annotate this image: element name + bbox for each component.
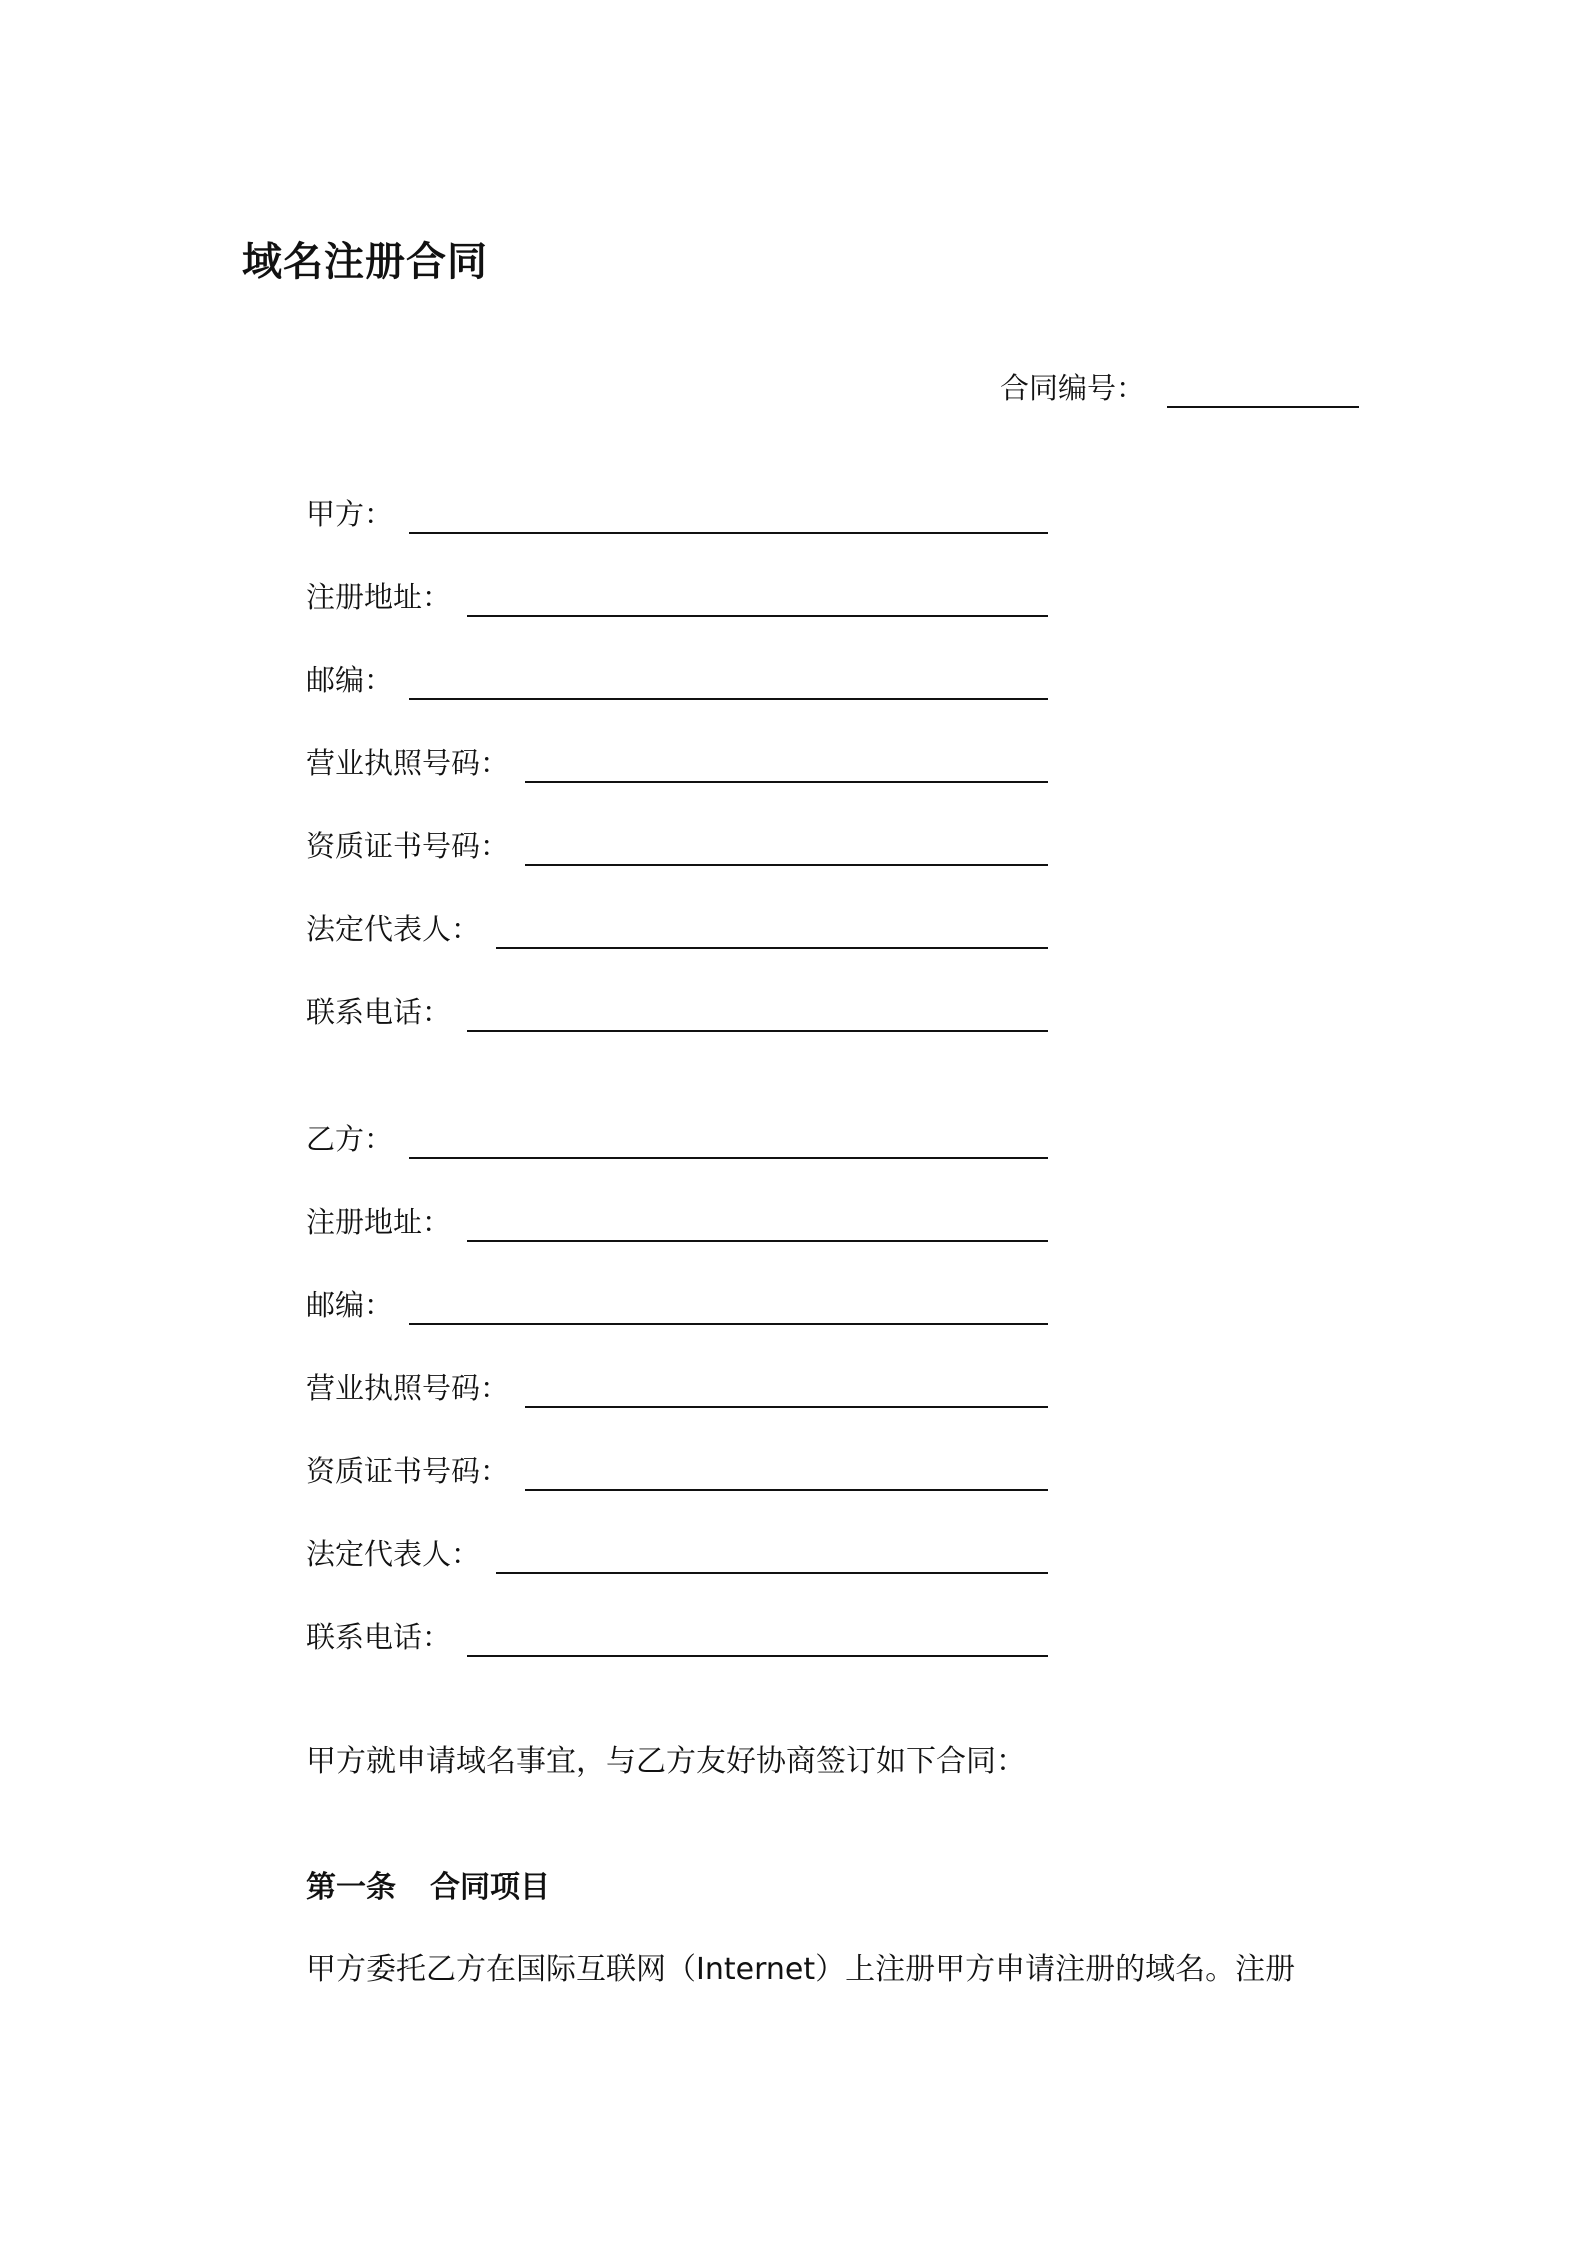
party-a-address-blank[interactable] <box>467 615 1048 617</box>
party-a-phone-blank[interactable] <box>467 1030 1048 1032</box>
contract-number-label: 合同编号： <box>1000 371 1146 405</box>
document-title: 域名注册合同 <box>242 239 488 285</box>
party-b-representative-blank[interactable] <box>496 1572 1048 1574</box>
article-1-body: 甲方委托乙方在国际互联网（Internet）上注册甲方申请注册的域名。注册 <box>306 1952 1296 1987</box>
party-b-postcode-label: 邮编： <box>306 1288 394 1322</box>
party-b-address-label: 注册地址： <box>306 1205 452 1239</box>
party-b-name-label: 乙方： <box>306 1122 394 1156</box>
party-b-license-blank[interactable] <box>525 1406 1048 1408</box>
party-b-postcode-field <box>306 1283 1048 1327</box>
party-b-certificate-label: 资质证书号码： <box>306 1454 510 1488</box>
party-b-address-field <box>306 1200 1048 1244</box>
party-b-address-blank[interactable] <box>467 1240 1048 1242</box>
article-1-heading <box>306 1866 550 1910</box>
party-b-license-label: 营业执照号码： <box>306 1371 510 1405</box>
party-a-certificate-field <box>306 824 1048 868</box>
party-b-certificate-blank[interactable] <box>525 1489 1048 1491</box>
party-a-postcode-blank[interactable] <box>409 698 1048 700</box>
party-b-license-field <box>306 1366 1048 1410</box>
party-a-license-label: 营业执照号码： <box>306 746 510 780</box>
party-a-certificate-blank[interactable] <box>525 864 1048 866</box>
party-a-representative-label: 法定代表人： <box>306 912 481 946</box>
party-a-name-label: 甲方： <box>306 497 394 531</box>
contract-number-blank[interactable] <box>1167 406 1359 408</box>
party-a-phone-field <box>306 990 1048 1034</box>
party-b-postcode-blank[interactable] <box>409 1323 1048 1325</box>
party-a-license-blank[interactable] <box>525 781 1048 783</box>
party-b-certificate-field <box>306 1449 1048 1493</box>
party-b-phone-blank[interactable] <box>467 1655 1048 1657</box>
party-a-postcode-field <box>306 658 1048 702</box>
intro-paragraph: 甲方就申请域名事宜，与乙方友好协商签订如下合同： <box>306 1744 1026 1779</box>
party-a-address-label: 注册地址： <box>306 580 452 614</box>
article-1-number: 第一条 <box>306 1870 396 1905</box>
party-b-phone-label: 联系电话： <box>306 1620 452 1654</box>
party-b-phone-field <box>306 1615 1048 1659</box>
party-b-name-blank[interactable] <box>409 1157 1048 1159</box>
contract-number-field <box>1000 366 1359 410</box>
party-a-postcode-label: 邮编： <box>306 663 394 697</box>
party-a-address-field <box>306 575 1048 619</box>
party-b-representative-label: 法定代表人： <box>306 1537 481 1571</box>
party-b-name-field <box>306 1117 1048 1161</box>
party-a-representative-blank[interactable] <box>496 947 1048 949</box>
party-a-certificate-label: 资质证书号码： <box>306 829 510 863</box>
article-1-title: 合同项目 <box>430 1870 550 1905</box>
party-a-license-field <box>306 741 1048 785</box>
party-a-name-blank[interactable] <box>409 532 1048 534</box>
party-b-representative-field <box>306 1532 1048 1576</box>
party-a-name-field <box>306 492 1048 536</box>
party-a-phone-label: 联系电话： <box>306 995 452 1029</box>
party-a-representative-field <box>306 907 1048 951</box>
